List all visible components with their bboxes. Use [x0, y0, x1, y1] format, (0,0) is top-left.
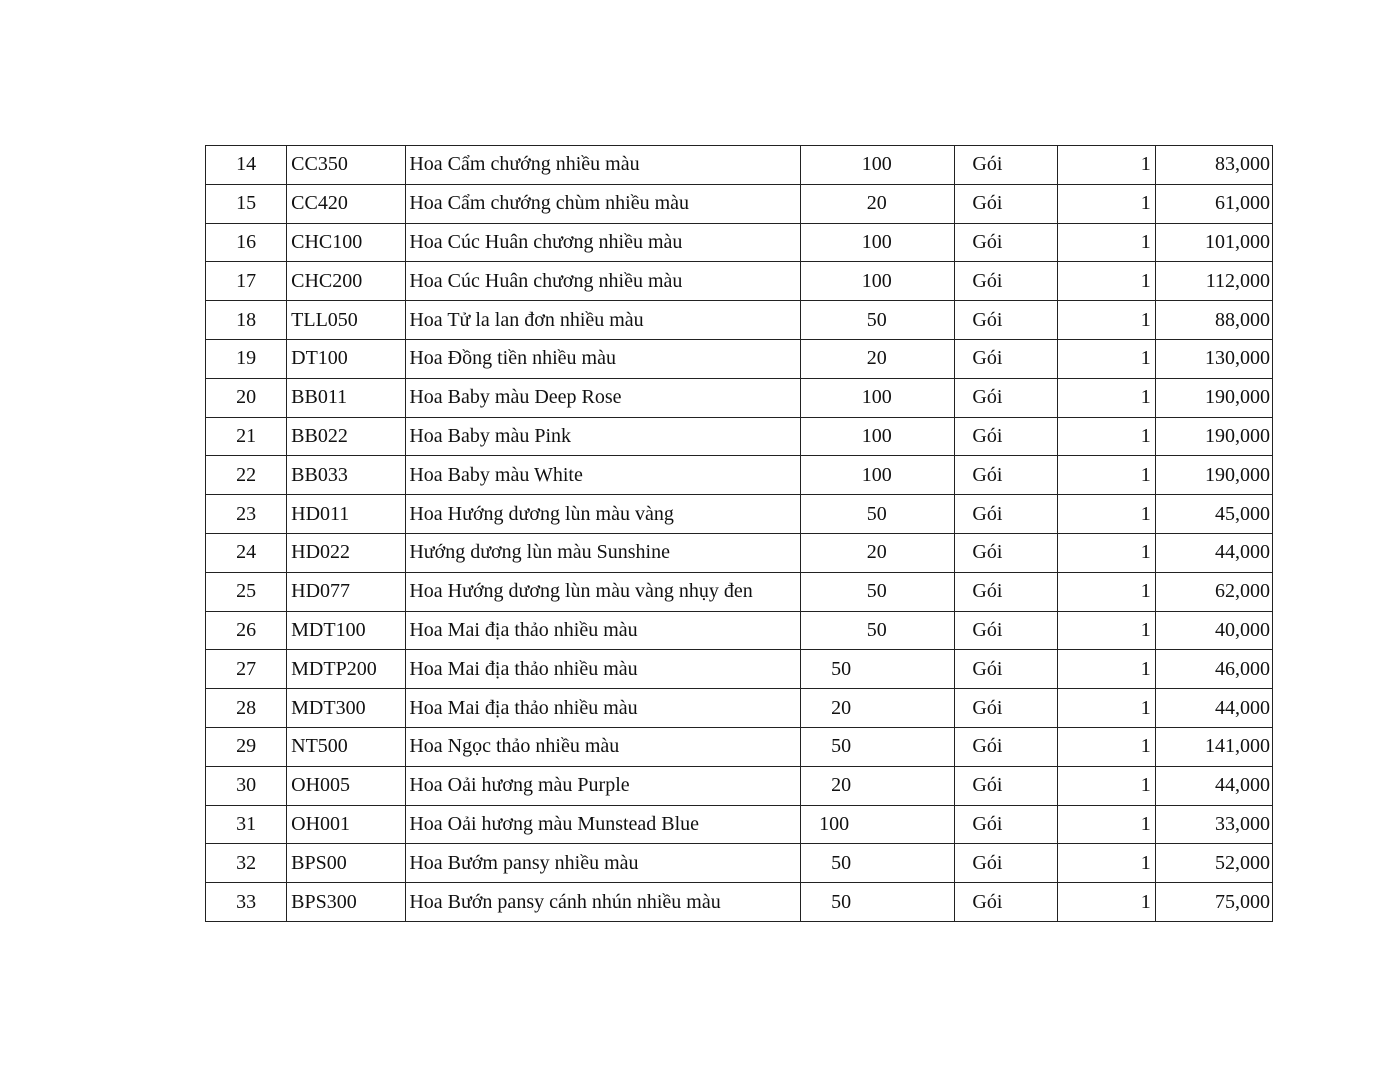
seed-quantity-cell: 20 [801, 184, 955, 223]
product-code-cell: CHC200 [287, 262, 406, 301]
seed-quantity-cell: 100 [801, 417, 955, 456]
product-code-cell: HD011 [287, 495, 406, 534]
product-name-cell: Hoa Oải hương màu Purple [406, 766, 801, 805]
row-number-cell: 25 [206, 572, 287, 611]
package-count-cell: 1 [1057, 146, 1155, 185]
row-number-cell: 15 [206, 184, 287, 223]
package-count-cell: 1 [1057, 844, 1155, 883]
seed-quantity-cell: 50 [801, 650, 955, 689]
product-code-cell: MDT100 [287, 611, 406, 650]
table-row [206, 262, 1273, 301]
product-code-cell: CC350 [287, 146, 406, 185]
price-cell: 52,000 [1155, 844, 1272, 883]
row-number-cell: 32 [206, 844, 287, 883]
product-code-cell: DT100 [287, 339, 406, 378]
package-count-cell: 1 [1057, 689, 1155, 728]
table-row [206, 805, 1273, 844]
price-cell: 88,000 [1155, 301, 1272, 340]
row-number-cell: 14 [206, 146, 287, 185]
table-row [206, 689, 1273, 728]
row-number-cell: 23 [206, 495, 287, 534]
seed-quantity-cell: 100 [801, 456, 955, 495]
price-cell: 112,000 [1155, 262, 1272, 301]
product-name-cell: Hoa Bướn pansy cánh nhún nhiều màu [406, 883, 801, 922]
product-name-cell: Hướng dương lùn màu Sunshine [406, 533, 801, 572]
product-code-cell: MDT300 [287, 689, 406, 728]
price-cell: 44,000 [1155, 689, 1272, 728]
price-cell: 62,000 [1155, 572, 1272, 611]
unit-cell: Gói [955, 572, 1057, 611]
package-count-cell: 1 [1057, 417, 1155, 456]
package-count-cell: 1 [1057, 883, 1155, 922]
table-row [206, 417, 1273, 456]
price-cell: 130,000 [1155, 339, 1272, 378]
unit-cell: Gói [955, 301, 1057, 340]
unit-cell: Gói [955, 378, 1057, 417]
product-name-cell: Hoa Baby màu Pink [406, 417, 801, 456]
price-cell: 45,000 [1155, 495, 1272, 534]
price-cell: 75,000 [1155, 883, 1272, 922]
unit-cell: Gói [955, 650, 1057, 689]
seed-quantity-cell: 50 [801, 844, 955, 883]
product-name-cell: Hoa Mai địa thảo nhiều màu [406, 650, 801, 689]
price-cell: 61,000 [1155, 184, 1272, 223]
product-name-cell: Hoa Mai địa thảo nhiều màu [406, 611, 801, 650]
seed-quantity-cell: 50 [801, 883, 955, 922]
product-code-cell: BB022 [287, 417, 406, 456]
unit-cell: Gói [955, 339, 1057, 378]
product-name-cell: Hoa Baby màu White [406, 456, 801, 495]
unit-cell: Gói [955, 495, 1057, 534]
price-cell: 44,000 [1155, 533, 1272, 572]
seed-quantity-cell: 50 [801, 611, 955, 650]
product-name-cell: Hoa Hướng dương lùn màu vàng [406, 495, 801, 534]
table-row [206, 223, 1273, 262]
table-row [206, 378, 1273, 417]
table-row [206, 844, 1273, 883]
price-cell: 46,000 [1155, 650, 1272, 689]
product-code-cell: BB033 [287, 456, 406, 495]
unit-cell: Gói [955, 456, 1057, 495]
product-code-cell: BPS00 [287, 844, 406, 883]
product-code-cell: BB011 [287, 378, 406, 417]
package-count-cell: 1 [1057, 184, 1155, 223]
package-count-cell: 1 [1057, 262, 1155, 301]
unit-cell: Gói [955, 727, 1057, 766]
table-row [206, 146, 1273, 185]
seed-quantity-cell: 50 [801, 495, 955, 534]
product-name-cell: Hoa Ngọc thảo nhiều màu [406, 727, 801, 766]
product-name-cell: Hoa Đồng tiền nhiều màu [406, 339, 801, 378]
table-row [206, 184, 1273, 223]
row-number-cell: 16 [206, 223, 287, 262]
table-row [206, 766, 1273, 805]
package-count-cell: 1 [1057, 727, 1155, 766]
product-code-cell: BPS300 [287, 883, 406, 922]
product-name-cell: Hoa Mai địa thảo nhiều màu [406, 689, 801, 728]
seed-quantity-cell: 100 [801, 223, 955, 262]
table-row [206, 456, 1273, 495]
unit-cell: Gói [955, 533, 1057, 572]
product-name-cell: Hoa Cúc Huân chương nhiều màu [406, 262, 801, 301]
package-count-cell: 1 [1057, 456, 1155, 495]
price-cell: 190,000 [1155, 378, 1272, 417]
seed-quantity-cell: 50 [801, 301, 955, 340]
table-row [206, 883, 1273, 922]
row-number-cell: 20 [206, 378, 287, 417]
price-cell: 33,000 [1155, 805, 1272, 844]
product-name-cell: Hoa Cẩm chướng nhiều màu [406, 146, 801, 185]
seed-quantity-cell: 20 [801, 689, 955, 728]
product-code-cell: HD077 [287, 572, 406, 611]
product-code-cell: HD022 [287, 533, 406, 572]
row-number-cell: 22 [206, 456, 287, 495]
product-name-cell: Hoa Cúc Huân chương nhiều màu [406, 223, 801, 262]
unit-cell: Gói [955, 766, 1057, 805]
seed-quantity-cell: 100 [801, 378, 955, 417]
product-name-cell: Hoa Cẩm chướng chùm nhiều màu [406, 184, 801, 223]
row-number-cell: 29 [206, 727, 287, 766]
table-row [206, 572, 1273, 611]
product-code-cell: MDTP200 [287, 650, 406, 689]
price-cell: 83,000 [1155, 146, 1272, 185]
product-code-cell: NT500 [287, 727, 406, 766]
row-number-cell: 33 [206, 883, 287, 922]
package-count-cell: 1 [1057, 339, 1155, 378]
unit-cell: Gói [955, 611, 1057, 650]
unit-cell: Gói [955, 146, 1057, 185]
price-cell: 40,000 [1155, 611, 1272, 650]
package-count-cell: 1 [1057, 805, 1155, 844]
package-count-cell: 1 [1057, 766, 1155, 805]
unit-cell: Gói [955, 883, 1057, 922]
unit-cell: Gói [955, 262, 1057, 301]
seed-quantity-cell: 100 [801, 805, 955, 844]
package-count-cell: 1 [1057, 572, 1155, 611]
row-number-cell: 31 [206, 805, 287, 844]
package-count-cell: 1 [1057, 650, 1155, 689]
table-body [206, 146, 1273, 922]
product-code-cell: CC420 [287, 184, 406, 223]
price-cell: 190,000 [1155, 456, 1272, 495]
unit-cell: Gói [955, 805, 1057, 844]
table-row [206, 650, 1273, 689]
row-number-cell: 18 [206, 301, 287, 340]
product-name-cell: Hoa Tử la lan đơn nhiều màu [406, 301, 801, 340]
seed-quantity-cell: 20 [801, 766, 955, 805]
package-count-cell: 1 [1057, 301, 1155, 340]
row-number-cell: 19 [206, 339, 287, 378]
unit-cell: Gói [955, 184, 1057, 223]
flower-seed-price-table [205, 145, 1273, 922]
unit-cell: Gói [955, 689, 1057, 728]
product-name-cell: Hoa Bướm pansy nhiều màu [406, 844, 801, 883]
seed-quantity-cell: 20 [801, 339, 955, 378]
seed-quantity-cell: 100 [801, 146, 955, 185]
product-name-cell: Hoa Hướng dương lùn màu vàng nhụy đen [406, 572, 801, 611]
unit-cell: Gói [955, 417, 1057, 456]
row-number-cell: 26 [206, 611, 287, 650]
table-row [206, 727, 1273, 766]
table-row [206, 533, 1273, 572]
row-number-cell: 24 [206, 533, 287, 572]
row-number-cell: 28 [206, 689, 287, 728]
price-cell: 44,000 [1155, 766, 1272, 805]
row-number-cell: 27 [206, 650, 287, 689]
seed-quantity-cell: 50 [801, 572, 955, 611]
unit-cell: Gói [955, 844, 1057, 883]
table-row [206, 611, 1273, 650]
package-count-cell: 1 [1057, 495, 1155, 534]
row-number-cell: 30 [206, 766, 287, 805]
seed-quantity-cell: 100 [801, 262, 955, 301]
product-code-cell: OH001 [287, 805, 406, 844]
table-row [206, 301, 1273, 340]
product-name-cell: Hoa Baby màu Deep Rose [406, 378, 801, 417]
table-row [206, 339, 1273, 378]
price-cell: 190,000 [1155, 417, 1272, 456]
price-cell: 141,000 [1155, 727, 1272, 766]
seed-quantity-cell: 20 [801, 533, 955, 572]
seed-quantity-cell: 50 [801, 727, 955, 766]
package-count-cell: 1 [1057, 378, 1155, 417]
package-count-cell: 1 [1057, 533, 1155, 572]
product-code-cell: CHC100 [287, 223, 406, 262]
row-number-cell: 17 [206, 262, 287, 301]
package-count-cell: 1 [1057, 223, 1155, 262]
row-number-cell: 21 [206, 417, 287, 456]
unit-cell: Gói [955, 223, 1057, 262]
product-code-cell: OH005 [287, 766, 406, 805]
table-row [206, 495, 1273, 534]
product-name-cell: Hoa Oải hương màu Munstead Blue [406, 805, 801, 844]
price-cell: 101,000 [1155, 223, 1272, 262]
product-code-cell: TLL050 [287, 301, 406, 340]
package-count-cell: 1 [1057, 611, 1155, 650]
